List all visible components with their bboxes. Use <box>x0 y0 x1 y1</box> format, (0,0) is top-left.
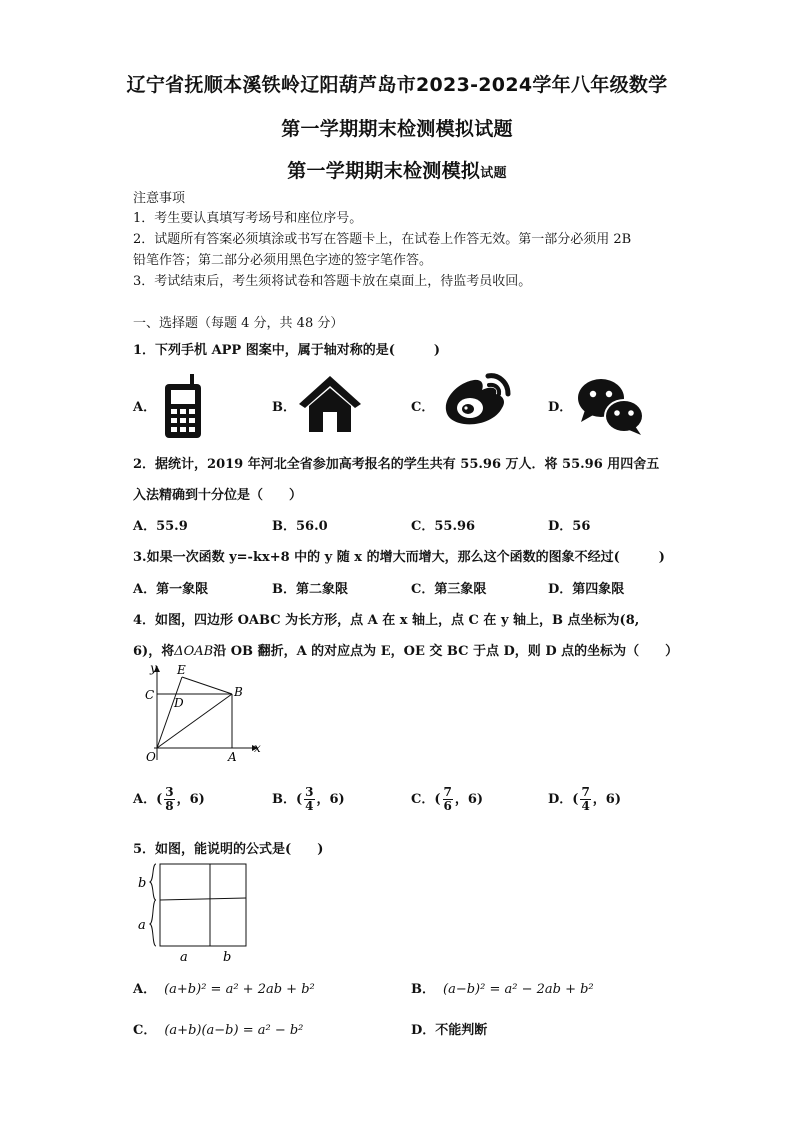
q2-option-d: D．56 <box>548 519 591 534</box>
title-line-2: 第一学期期末检测模拟试题 <box>281 118 513 140</box>
notice-item-2b: 铅笔作答；第二部分必须用黑色字迹的签字笔作答。 <box>133 253 433 268</box>
horizontal-divider <box>160 898 246 900</box>
q3-option-a: A．第一象限 <box>133 582 209 597</box>
q2-option-c: C．55.96 <box>411 519 476 534</box>
q3-option-b: B．第二象限 <box>272 582 348 597</box>
q5-option-b-label: B． <box>411 982 435 997</box>
q4-option-a <box>133 786 205 813</box>
phone-icon <box>160 374 206 440</box>
segment-oe <box>157 677 182 748</box>
q3-stem: 3.如果一次函数 y=-kx+8 中的 y 随 x 的增大而增大，那么这个函数的图象不经过( ) <box>133 550 665 565</box>
label-e: E <box>177 663 186 677</box>
q5-stem: 5．如图，能说明的公式是( ) <box>133 842 324 857</box>
q4-option-b-frac <box>304 786 314 813</box>
q5-option-d-label: D． <box>411 1023 436 1038</box>
label-c: C <box>145 688 155 702</box>
label-b-left: b <box>138 876 147 891</box>
q2-stem-b: 入法精确到十分位是（ ） <box>133 488 303 503</box>
section-heading: 一、选择题（每题 4 分，共 48 分） <box>133 316 344 331</box>
q1-option-a-label: A． <box>133 400 157 415</box>
frac-den: 4 <box>305 799 314 813</box>
q4-option-c-frac <box>443 786 453 813</box>
q4-stem-a: 4．如图，四边形 OABC 为长方形，点 A 在 x 轴上，点 C 在 y 轴上，B 点坐标为(8, <box>133 613 640 628</box>
q4-option-d <box>548 786 621 813</box>
label-x: x <box>254 741 261 755</box>
title-line-3-small: 试题 <box>480 166 507 181</box>
q1-stem: 1．下列手机 APP 图案中，属于轴对称的是( ) <box>133 343 441 358</box>
house-icon <box>297 374 363 434</box>
label-y: y <box>150 662 157 675</box>
q5-option-c-label: C． <box>133 1023 157 1038</box>
weibo-icon <box>440 372 512 430</box>
q3-option-d: D．第四象限 <box>548 582 625 597</box>
frac-num: 7 <box>443 785 452 799</box>
notice-item-1: 1．考生要认真填写考场号和座位序号。 <box>133 211 363 226</box>
q4-option-c-tail: ，6) <box>454 792 484 807</box>
frac-den: 4 <box>581 799 590 813</box>
q4-stem-b2: 沿 OB 翻折，A 的对应点为 E，OE 交 BC 于点 D，则 D 点的坐标为（ ） <box>213 644 679 659</box>
q4-option-a-frac <box>164 786 174 813</box>
label-a-bottom: a <box>180 950 188 965</box>
q4-option-b-label: B．( <box>272 792 303 807</box>
q4-option-b <box>272 786 345 813</box>
q4-option-a-tail: ，6) <box>176 792 205 807</box>
q1-option-b-label: B． <box>272 400 296 415</box>
frac-num: 3 <box>305 785 314 799</box>
q2-stem-a: 2．据统计，2019 年河北全省参加高考报名的学生共有 55.96 万人．将 55.96 用四舍五 <box>133 457 660 472</box>
q5-option-a <box>133 978 315 997</box>
q5-option-d <box>411 1019 487 1038</box>
frac-den: 8 <box>165 799 174 813</box>
wechat-icon <box>577 378 645 436</box>
title-line-3 <box>0 156 794 183</box>
q5-option-d-text: 不能判断 <box>435 1023 488 1038</box>
label-a-left: a <box>138 918 146 933</box>
q4-option-d-frac <box>580 786 590 813</box>
q4-stem-b1: 6)，将 <box>133 644 175 659</box>
q4-option-a-label: A．( <box>133 792 163 807</box>
notice-heading: 注意事项 <box>133 191 186 206</box>
label-b-bottom: b <box>223 950 232 965</box>
segment-eb <box>182 677 232 694</box>
q4-stem-math: ΔOAB <box>174 644 214 659</box>
q5-option-c-formula: (a+b)(a−b) = a² − b² <box>164 1023 304 1038</box>
q5-option-a-formula: (a+b)² = a² + 2ab + b² <box>164 982 315 997</box>
label-o: O <box>146 750 156 764</box>
title-line-3-main: 第一学期期末检测模拟 <box>287 160 481 182</box>
q1-option-d-label: D． <box>548 400 573 415</box>
frac-num: 7 <box>581 785 590 799</box>
q4-stem-b <box>133 640 678 659</box>
label-b: B <box>234 685 243 699</box>
q5-figure <box>132 860 252 966</box>
frac-num: 3 <box>165 785 174 799</box>
frac-den: 6 <box>443 799 452 813</box>
q1-option-c-label: C． <box>411 400 435 415</box>
big-square <box>160 864 246 946</box>
title-line-1: 辽宁省抚顺本溪铁岭辽阳葫芦岛市2023-2024学年八年级数学 <box>126 74 668 96</box>
q3-option-c: C．第三象限 <box>411 582 487 597</box>
brace-a <box>150 900 156 946</box>
q4-option-d-label: D．( <box>548 792 579 807</box>
q5-option-c <box>133 1019 303 1038</box>
q5-option-b-formula: (a−b)² = a² − 2ab + b² <box>443 982 594 997</box>
q4-figure <box>140 662 270 766</box>
q4-option-b-tail: ，6) <box>316 792 345 807</box>
q2-option-b: B．56.0 <box>272 519 328 534</box>
q4-option-c-label: C．( <box>411 792 441 807</box>
segment-ob <box>157 694 232 748</box>
q4-option-d-tail: ，6) <box>592 792 621 807</box>
q5-option-a-label: A． <box>133 982 157 997</box>
q5-option-b <box>411 978 594 997</box>
q2-option-a: A．55.9 <box>133 519 188 534</box>
notice-item-3: 3．考试结束后，考生须将试卷和答题卡放在桌面上，待监考员收回。 <box>133 274 532 289</box>
notice-item-2a: 2．试题所有答案必须填涂或书写在答题卡上，在试卷上作答无效。第一部分必须用 2B <box>133 232 632 247</box>
brace-b <box>150 864 156 900</box>
label-a: A <box>228 750 237 764</box>
q4-option-c <box>411 786 483 813</box>
label-d: D <box>174 696 184 710</box>
